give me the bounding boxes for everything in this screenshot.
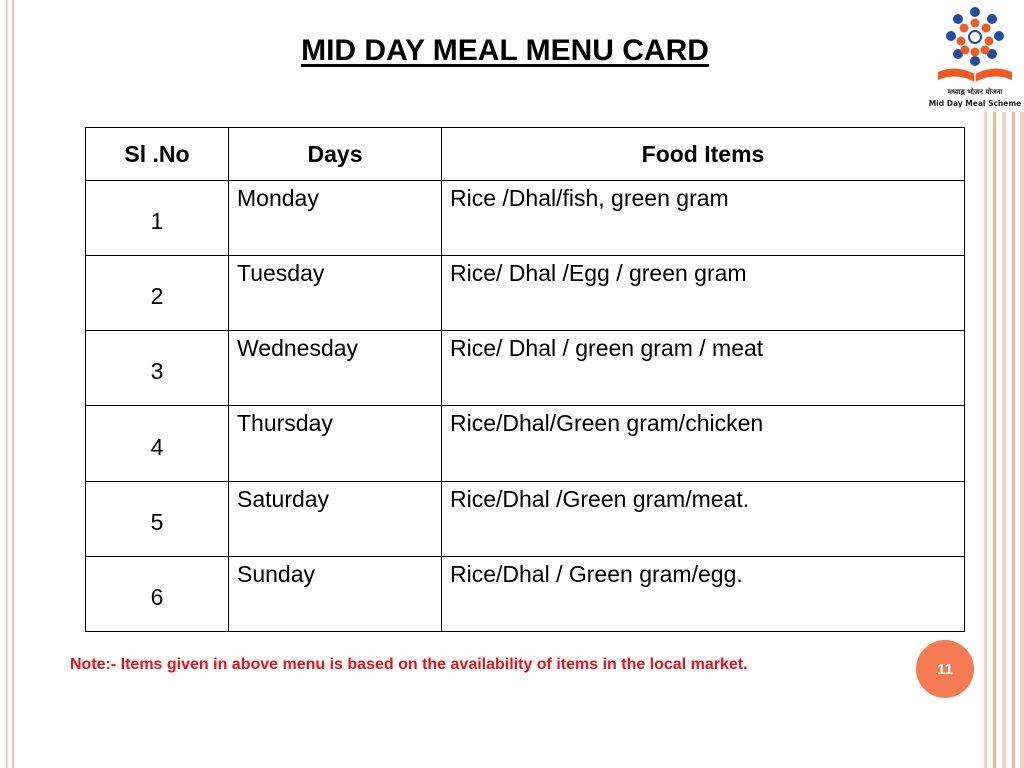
header-food-items: Food Items (442, 128, 965, 181)
row-day: Tuesday (229, 256, 442, 331)
table-row (86, 406, 965, 481)
row-number: 1 (86, 181, 229, 256)
row-day: Sunday (229, 556, 442, 631)
row-food: Rice/ Dhal /Egg / green gram (442, 256, 965, 331)
logo-hindi-text: मध्याह्न भोजन योजना (947, 88, 1003, 96)
row-day: Saturday (229, 481, 442, 556)
people-circle-logo-icon (926, 2, 1024, 88)
row-number: 2 (86, 256, 229, 331)
row-day: Monday (229, 181, 442, 256)
left-border-decoration (0, 0, 14, 768)
table-header-row (86, 128, 965, 181)
page-number-badge: 11 (916, 640, 974, 698)
row-number: 3 (86, 331, 229, 406)
mid-day-meal-logo (926, 2, 1024, 112)
table-row (86, 256, 965, 331)
logo-english-text: Mid Day Meal Scheme (928, 99, 1022, 108)
table-row (86, 331, 965, 406)
row-number: 6 (86, 556, 229, 631)
table-row (86, 556, 965, 631)
header-days: Days (229, 128, 442, 181)
row-food: Rice /Dhal/fish, green gram (442, 181, 965, 256)
table-row (86, 481, 965, 556)
row-day: Wednesday (229, 331, 442, 406)
row-food: Rice/Dhal/Green gram/chicken (442, 406, 965, 481)
row-food: Rice/ Dhal / green gram / meat (442, 331, 965, 406)
meal-menu-table (85, 127, 965, 632)
header-sl-no: Sl .No (86, 128, 229, 181)
availability-note: Note:- Items given in above menu is based on the availability of items in the local market. (70, 656, 748, 673)
table-row (86, 181, 965, 256)
row-food: Rice/Dhal /Green gram/meat. (442, 481, 965, 556)
right-stripe-decoration (984, 112, 1024, 768)
row-food: Rice/Dhal / Green gram/egg. (442, 556, 965, 631)
row-number: 5 (86, 481, 229, 556)
row-day: Thursday (229, 406, 442, 481)
row-number: 4 (86, 406, 229, 481)
slide-title: MID DAY MEAL MENU CARD (301, 34, 709, 67)
